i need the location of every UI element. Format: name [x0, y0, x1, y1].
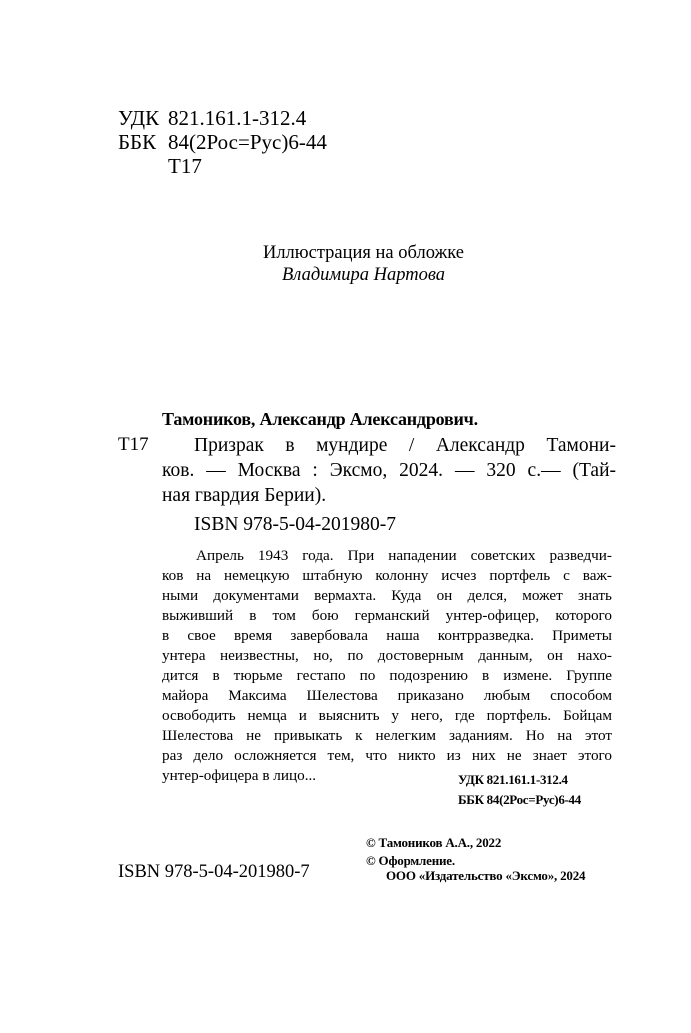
record-author: Тамоников, Александр Александрович. — [162, 409, 478, 429]
record-line-2: ков. — Москва : Эксмо, 2024. — 320 с.— (Тай- — [162, 460, 616, 481]
bottom-bbk: ББК 84(2Рос=Рус)6-44 — [458, 792, 581, 807]
annotation-line: унтера неизвестны, но, по достоверным данным, он нахо- — [162, 647, 612, 664]
annotation-line: ными документами вермахта. Куда он делся, может знать — [162, 587, 612, 604]
annotation-line: дится в тюрьме гестапо по подозрению в измене. Группе — [162, 667, 612, 684]
annotation-line: ков на немецкую штабную колонну исчез портфель с важ- — [162, 567, 612, 584]
udk-value: 821.161.1-312.4 — [168, 106, 307, 130]
bbk-value: 84(2Рос=Рус)6-44 — [168, 130, 327, 154]
record-line-3: ная гвардия Берии). — [162, 485, 327, 506]
record-line-1: Призрак в мундире / Александр Тамони- — [194, 435, 616, 456]
udk-label: УДК — [118, 106, 160, 130]
copyright-design: © Оформление. — [366, 853, 455, 868]
annotation-line: Шелестова не привыкать к нелегким заданиям. Но на этот — [162, 727, 612, 744]
record-code: Т17 — [118, 434, 149, 455]
annotation-line: в свое время завербовала наша контрразведка. Приметы — [162, 627, 612, 644]
copyright-publisher: ООО «Издательство «Эксмо», 2024 — [386, 868, 586, 883]
artist-name: Владимира Нартова — [281, 265, 445, 285]
bottom-udk: УДК 821.161.1-312.4 — [458, 772, 568, 787]
bbk-line — [118, 130, 327, 154]
illustration-caption: Иллюстрация на обложке — [262, 243, 465, 263]
annotation — [162, 546, 612, 786]
annotation-line: освободить немца и выяснить у него, где портфель. Бойцам — [162, 707, 612, 724]
annotation-line: майора Максима Шелестова приказано любым способом — [162, 687, 612, 704]
annotation-line: Апрель 1943 года. При нападении советских разведчи- — [196, 547, 612, 564]
footer-isbn: ISBN 978-5-04-201980-7 — [118, 862, 310, 882]
annotation-line: раз дело осложняется тем, что никто из них не знает этого — [162, 747, 612, 764]
record-isbn: ISBN 978-5-04-201980-7 — [194, 514, 397, 535]
bbk-label: ББК — [118, 130, 157, 154]
annotation-line: унтер-офицера в лицо... — [162, 767, 317, 784]
author-mark: Т17 — [168, 154, 202, 178]
copyright-author: © Тамоников А.А., 2022 — [366, 835, 502, 850]
illustration-artist — [18, 264, 691, 286]
udk-line — [118, 106, 306, 130]
annotation-line: выживший в том бою германский унтер-офицер, которого — [162, 607, 612, 624]
